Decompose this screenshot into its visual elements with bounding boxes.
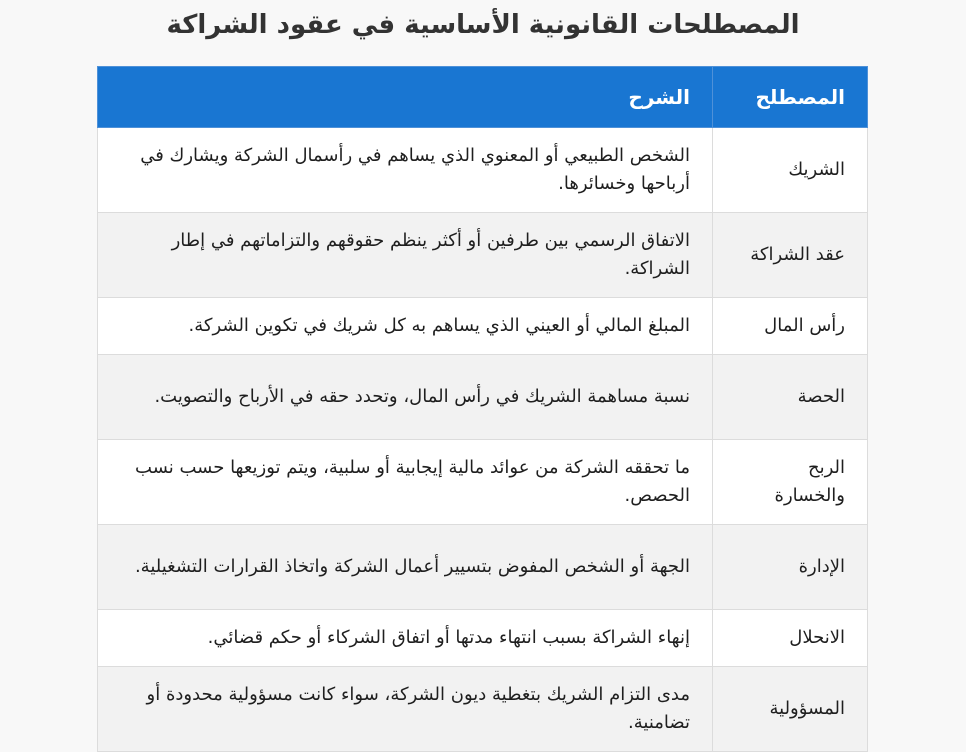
term-cell: عقد الشراكة: [713, 213, 868, 298]
term-cell: الحصة: [713, 355, 868, 440]
column-header-term: المصطلح: [713, 67, 868, 128]
table-row: [98, 355, 868, 440]
term-cell: الانحلال: [713, 610, 868, 667]
table-row: [98, 128, 868, 213]
term-cell: الإدارة: [713, 525, 868, 610]
term-cell: الربح والخسارة: [713, 440, 868, 525]
description-cell: الشخص الطبيعي أو المعنوي الذي يساهم في رأسمال الشركة ويشارك في أرباحها وخسائرها.: [98, 128, 713, 213]
table-row: [98, 525, 868, 610]
description-cell: المبلغ المالي أو العيني الذي يساهم به كل شريك في تكوين الشركة.: [98, 298, 713, 355]
term-cell: المسؤولية: [713, 667, 868, 752]
description-cell: مدى التزام الشريك بتغطية ديون الشركة، سواء كانت مسؤولية محدودة أو تضامنية.: [98, 667, 713, 752]
table-row: [98, 610, 868, 667]
description-cell: الجهة أو الشخص المفوض بتسيير أعمال الشركة واتخاذ القرارات التشغيلية.: [98, 525, 713, 610]
table-row: [98, 298, 868, 355]
table-row: [98, 440, 868, 525]
description-cell: الاتفاق الرسمي بين طرفين أو أكثر ينظم حقوقهم والتزاماتهم في إطار الشراكة.: [98, 213, 713, 298]
legal-terms-table: [97, 66, 868, 752]
table-header: [98, 67, 868, 128]
description-cell: نسبة مساهمة الشريك في رأس المال، وتحدد حقه في الأرباح والتصويت.: [98, 355, 713, 440]
header-row: [98, 67, 868, 128]
description-cell: ما تحققه الشركة من عوائد مالية إيجابية أو سلبية، ويتم توزيعها حسب نسب الحصص.: [98, 440, 713, 525]
table-row: [98, 667, 868, 752]
page-title: المصطلحات القانونية الأساسية في عقود الشراكة: [166, 10, 800, 40]
table-body: [98, 128, 868, 752]
description-cell: إنهاء الشراكة بسبب انتهاء مدتها أو اتفاق الشركاء أو حكم قضائي.: [98, 610, 713, 667]
term-cell: رأس المال: [713, 298, 868, 355]
term-cell: الشريك: [713, 128, 868, 213]
table-row: [98, 213, 868, 298]
column-header-description: الشرح: [98, 67, 713, 128]
